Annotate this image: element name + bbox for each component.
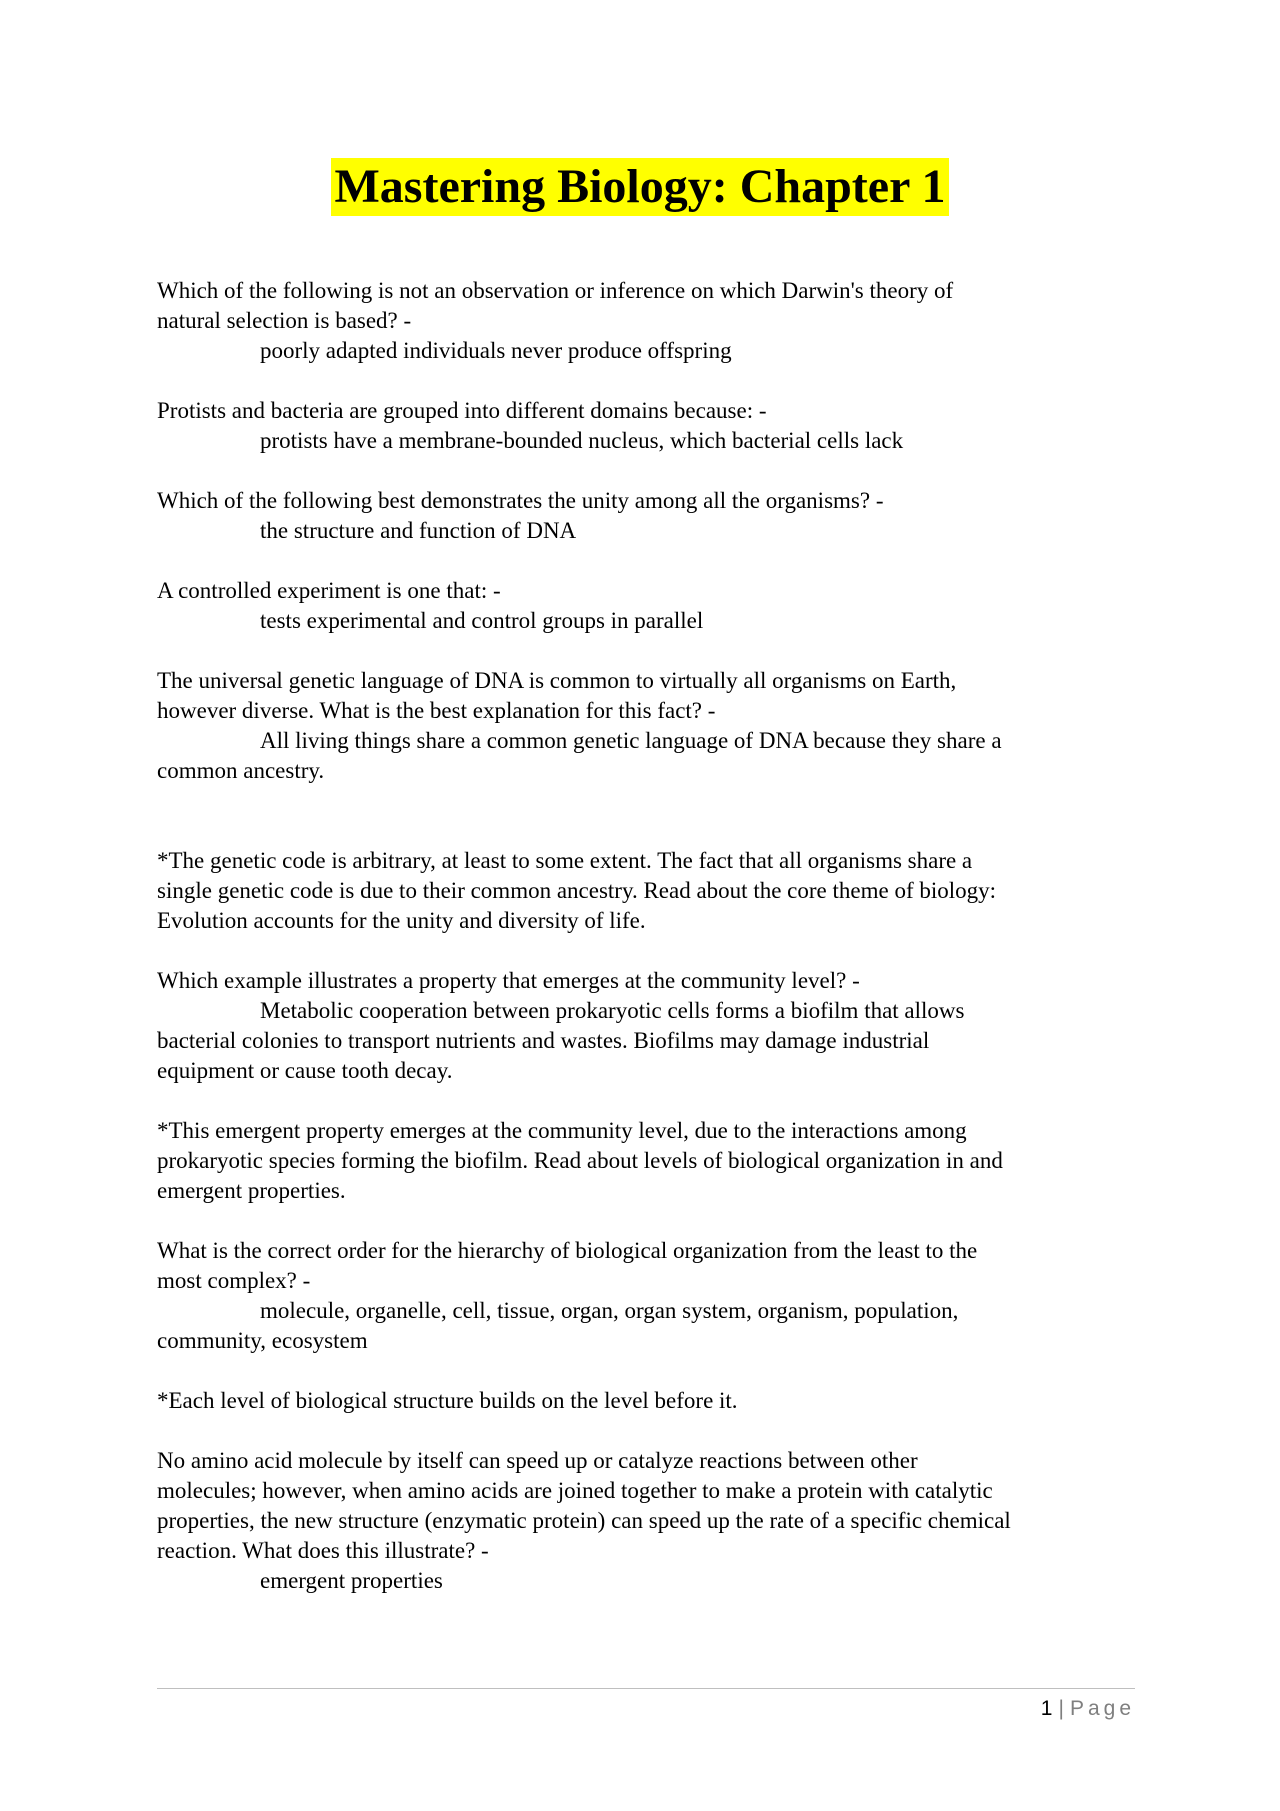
note-text: *The genetic code is arbitrary, at least to some extent. The fact that all organisms share a single genetic code is due to their common ancestry. Read about the core theme of biology: Evolution accounts for the unity and diversity of life.: [157, 848, 997, 933]
answer-text: the structure and function of DNA: [260, 518, 577, 543]
question-text: Which of the following is not an observation or inference on which Darwin's theory of natural selection is based? -: [157, 278, 954, 333]
note-text: *Each level of biological structure builds on the level before it.: [157, 1388, 738, 1413]
qa-item-3: [157, 486, 1147, 546]
qa-item-5: [157, 666, 1147, 786]
question-text: Protists and bacteria are grouped into different domains because: -: [157, 398, 767, 423]
note-text: *This emergent property emerges at the community level, due to the interactions among prokaryotic species forming the biofilm. Read about levels of biological organization in and emergent properties.: [157, 1118, 1003, 1203]
qa-item-4: [157, 576, 1147, 636]
footer-divider: [157, 1688, 1135, 1689]
page-title: Mastering Biology: Chapter 1: [331, 158, 948, 216]
question-text: No amino acid molecule by itself can speed up or catalyze reactions between other molecules; however, when amino acids are joined together to make a protein with catalytic properties, the new structure (enzymatic protein) can speed up the rate of a specific chemical reaction. What does this illustrate? -: [157, 1448, 1011, 1563]
explanation-note-2: [157, 1116, 1147, 1206]
question-text: The universal genetic language of DNA is common to virtually all organisms on Earth, however diverse. What is the best explanation for this fact? -: [157, 668, 957, 723]
page-label: Page: [1069, 1697, 1135, 1720]
question-text: A controlled experiment is one that: -: [157, 578, 501, 603]
page-footer: [1041, 1696, 1135, 1722]
question-text: Which of the following best demonstrates the unity among all the organisms? -: [157, 488, 884, 513]
footer-separator: |: [1058, 1697, 1064, 1720]
title-container: [0, 158, 1280, 216]
page-number: 1: [1040, 1697, 1053, 1720]
qa-item-2: [157, 396, 1147, 456]
spacer: [157, 816, 1147, 846]
qa-item-6: [157, 966, 1147, 1086]
answer-text: emergent properties: [260, 1568, 443, 1593]
answer-text: Metabolic cooperation between prokaryotic cells forms a biofilm that allows bacterial colonies to transport nutrients and wastes. Biofilms may damage industrial equipment or cause tooth decay.: [157, 998, 965, 1083]
explanation-note-1: [157, 846, 1147, 936]
answer-text: poorly adapted individuals never produce offspring: [260, 338, 732, 363]
answer-text: All living things share a common genetic language of DNA because they share a common ancestry.: [157, 728, 1002, 783]
qa-item-8: [157, 1446, 1147, 1596]
answer-text: protists have a membrane-bounded nucleus, which bacterial cells lack: [260, 428, 904, 453]
answer-text: molecule, organelle, cell, tissue, organ, organ system, organism, population, community, ecosystem: [157, 1298, 959, 1353]
qa-item-7: [157, 1236, 1147, 1356]
explanation-note-3: [157, 1386, 1147, 1416]
qa-item-1: [157, 276, 1147, 366]
question-text: Which example illustrates a property that emerges at the community level? -: [157, 968, 860, 993]
question-text: What is the correct order for the hierarchy of biological organization from the least to the most complex? -: [157, 1238, 978, 1293]
document-body: [157, 276, 1147, 1626]
answer-text: tests experimental and control groups in parallel: [260, 608, 704, 633]
